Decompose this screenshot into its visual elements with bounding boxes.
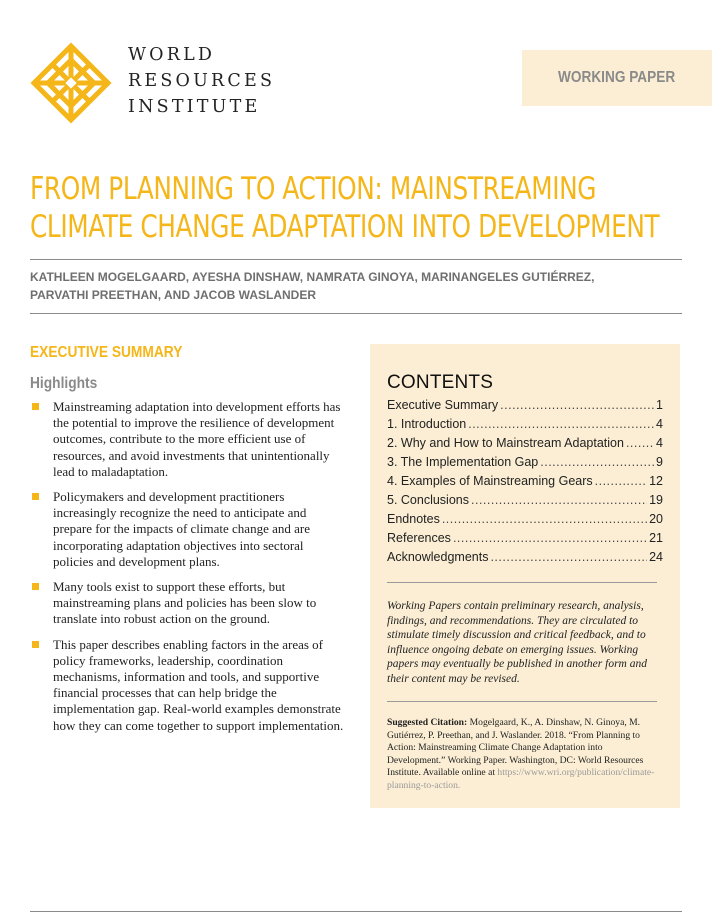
working-paper-label: WORKING PAPER	[558, 69, 676, 86]
toc-entry[interactable]	[387, 434, 663, 453]
toc-label: 1. Introduction	[387, 417, 467, 431]
contents-panel	[370, 344, 680, 808]
contents-divider	[387, 582, 657, 583]
org-name	[128, 42, 275, 120]
highlight-text: This paper describes enabling factors in the areas of policy frameworks, leadership, coordination mechanisms, information and tools, and supportive financial processes that can help bridge the implementation gap. Real-world examples demonstrate how they can come together to support implementation.	[53, 636, 344, 733]
highlights-list	[30, 399, 345, 743]
highlights-heading: Highlights	[30, 375, 98, 392]
toc-page: 20	[649, 512, 663, 526]
executive-summary-heading: EXECUTIVE SUMMARY	[30, 344, 183, 361]
toc-entry[interactable]	[387, 548, 663, 567]
highlight-text: Policymakers and development practitioners increasingly recognize the need to anticipate and prepare for the impacts of climate change and are incorporating adaptation objectives into sectoral policies and development plans.	[53, 489, 310, 569]
toc-label: 2. Why and How to Mainstream Adaptation	[387, 436, 624, 450]
note-divider	[387, 701, 657, 702]
org-name-line-2: RESOURCES	[128, 71, 276, 91]
toc-label: 4. Examples of Mainstreaming Gears	[387, 474, 593, 488]
toc-entry[interactable]	[387, 510, 663, 529]
toc-entry[interactable]	[387, 453, 663, 472]
footer-divider	[30, 911, 682, 912]
toc-entry[interactable]	[387, 491, 663, 510]
toc-label: Executive Summary	[387, 398, 499, 412]
bullet-square-icon	[32, 641, 39, 648]
highlight-item	[30, 579, 345, 628]
contents-heading: CONTENTS	[387, 372, 494, 393]
bullet-square-icon	[32, 403, 39, 410]
toc-leader	[500, 396, 654, 415]
citation-label: Suggested Citation:	[387, 717, 468, 728]
highlight-text: Mainstreaming adaptation into development efforts has the potential to improve the resilience of development outcomes, contribute to the more efficient use of resources, and avoid investments that unintentionally lead to maladaptation.	[53, 399, 341, 479]
toc-entry[interactable]	[387, 529, 663, 548]
title-line-2: CLIMATE CHANGE ADAPTATION INTO DEVELOPMENT	[30, 209, 660, 245]
toc-page: 24	[649, 550, 663, 564]
highlight-text: Many tools exist to support these efforts, but mainstreaming plans and policies has been slow to translate into robust action on the ground.	[53, 579, 317, 627]
toc-page: 9	[656, 455, 663, 469]
highlight-item	[30, 637, 345, 734]
toc-entry[interactable]	[387, 396, 663, 415]
citation-url-link[interactable]: https://www.wri.org/publication/climate-planning-to-action.	[387, 767, 655, 791]
citation-text: Mogelgaard, K., A. Dinshaw, N. Ginoya, M. Gutiérrez, P. Preethan, and J. Waslander. 2018. “From Planning to Action: Mainstreaming Climate Change Adaptation into Development.” Working Paper. Washington, DC: World Resources Institute. Available online at	[387, 717, 644, 779]
toc-label: References	[387, 531, 451, 545]
document-title	[30, 170, 700, 246]
toc-leader	[471, 491, 647, 510]
toc-leader	[453, 529, 647, 548]
working-papers-note: Working Papers contain preliminary research, analysis, findings, and recommendations. They are circulated to stimulate timely discussion and critical feedback, and to influence ongoing debate on emerging issues. Working papers may eventually be published in another form and their content may be revised.	[387, 600, 647, 685]
toc-leader	[540, 453, 654, 472]
highlight-item	[30, 399, 345, 480]
bullet-square-icon	[32, 583, 39, 590]
toc-label: Endnotes	[387, 512, 440, 526]
title-line-1: FROM PLANNING TO ACTION: MAINSTREAMING	[30, 171, 597, 207]
authors-divider	[30, 313, 682, 314]
toc-page: 12	[649, 474, 663, 488]
bullet-square-icon	[32, 493, 39, 500]
org-name-line-1: WORLD	[128, 45, 216, 65]
toc-page: 4	[656, 417, 663, 431]
suggested-citation	[387, 717, 661, 793]
toc-leader	[626, 434, 654, 453]
authors-line-1: KATHLEEN MOGELGAARD, AYESHA DINSHAW, NAMRATA GINOYA, MARINANGELES GUTIÉRREZ,	[30, 270, 595, 284]
toc-label: 3. The Implementation Gap	[387, 455, 539, 469]
table-of-contents	[387, 396, 663, 567]
toc-page: 19	[649, 493, 663, 507]
toc-label: 5. Conclusions	[387, 493, 469, 507]
toc-entry[interactable]	[387, 415, 663, 434]
authors	[30, 268, 594, 304]
toc-leader	[490, 548, 647, 567]
toc-label: Acknowledgments	[387, 550, 489, 564]
toc-page: 1	[656, 398, 663, 412]
toc-leader	[442, 510, 647, 529]
working-paper-badge	[522, 50, 712, 106]
org-name-line-3: INSTITUTE	[128, 97, 261, 117]
highlight-item	[30, 489, 345, 570]
toc-leader	[595, 472, 647, 491]
authors-line-2: PARVATHI PREETHAN, AND JACOB WASLANDER	[30, 288, 317, 302]
toc-page: 21	[649, 531, 663, 545]
wri-logo-icon	[30, 42, 112, 124]
toc-leader	[468, 415, 654, 434]
toc-page: 4	[656, 436, 663, 450]
toc-entry[interactable]	[387, 472, 663, 491]
title-divider	[30, 259, 682, 260]
